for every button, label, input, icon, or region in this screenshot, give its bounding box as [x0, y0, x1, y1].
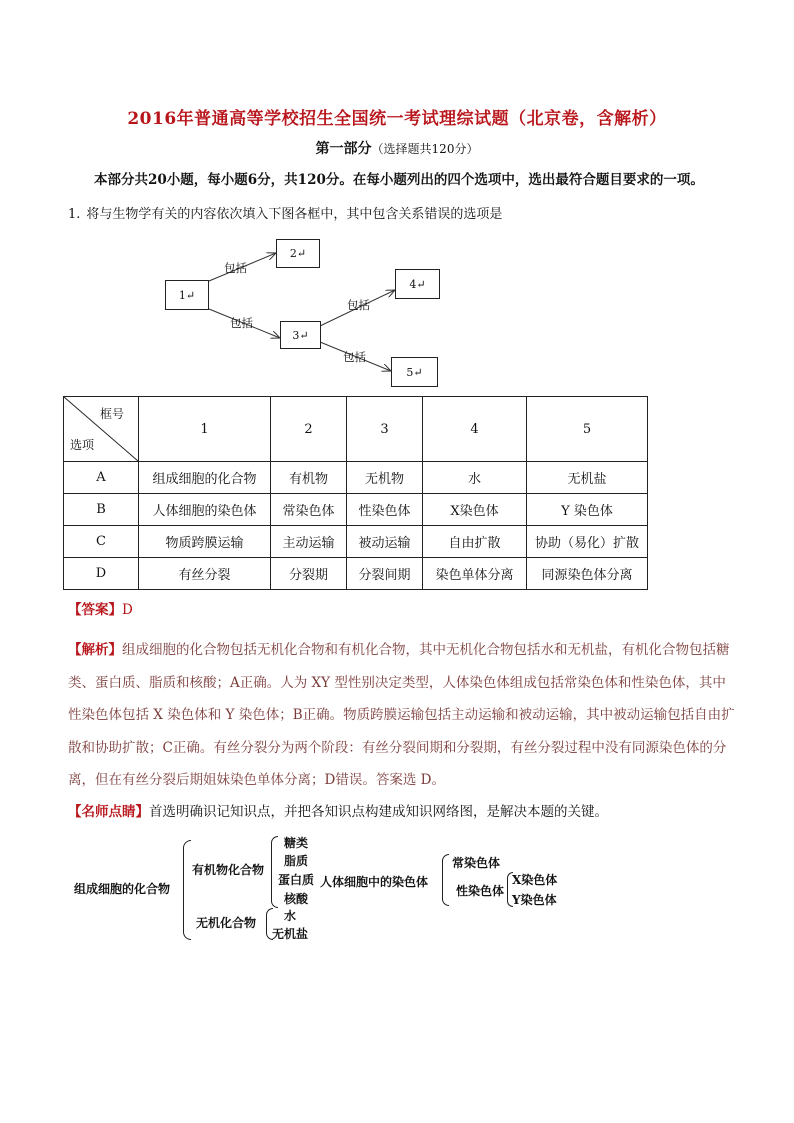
corner-top-label: 框号	[99, 407, 124, 421]
option-label: C	[64, 526, 139, 558]
table-row	[64, 462, 648, 494]
analysis-text: 组成细胞的化合物包括无机化合物和有机化合物，其中无机化合物包括水和无机盐，有机化合物包括糖类、蛋白质、脂质和核酸；A正确。人为 XY 型性别决定类型，人体染色体组成包括常染色体和性染色体，其中性染色体包括 X 染色体和 Y 染色体；B正确。物质跨膜运输包括主动运输和被动运输，其中被动运输包括自由扩散和协助扩散；C正确。有丝分裂分为两个阶段：有丝分裂间期和分裂期，有丝分裂过程中没有同源染色体的分离，但在有丝分裂后期姐妹染色单体分离；D错误。答案选 D。	[68, 642, 735, 788]
table-row	[64, 494, 648, 526]
table-row	[64, 558, 648, 590]
tip-text: 首选明确识记知识点，并把各知识点构建成知识网络图，是解决本题的关键。	[149, 804, 608, 820]
table-cell: 有丝分裂	[139, 558, 271, 590]
mindmap-organic-item: 脂质	[284, 854, 309, 868]
table-cell: X染色体	[423, 494, 527, 526]
mindmap-inorganic: 无机化合物	[196, 916, 257, 930]
mindmap-organic-item: 蛋白质	[278, 873, 315, 887]
edge-label-1-3: 包括	[230, 316, 253, 330]
mindmap-organic: 有机物化合物	[192, 863, 265, 877]
answer-value: D	[122, 602, 133, 618]
brace-compounds	[183, 840, 191, 940]
column-header: 1	[139, 397, 271, 462]
table-cell: 水	[423, 462, 527, 494]
column-header: 5	[527, 397, 648, 462]
table-cell: 协助（易化）扩散	[527, 526, 648, 558]
table-row	[64, 526, 648, 558]
diagram-box-4: 4↵	[395, 269, 440, 299]
table-cell: 分裂期	[271, 558, 347, 590]
mindmap-root-chromosomes: 人体细胞中的染色体	[320, 875, 429, 889]
table-header-row	[64, 397, 648, 462]
answer-label: 【答案】	[68, 602, 122, 618]
question-text: 将与生物学有关的内容依次填入下图各框中，其中包含关系错误的选项是	[86, 207, 503, 222]
option-label: B	[64, 494, 139, 526]
option-label: A	[64, 462, 139, 494]
table-cell: 无机物	[347, 462, 423, 494]
tip-label: 【名师点睛】	[68, 804, 149, 820]
concept-diagram	[0, 0, 794, 400]
table-cell: 被动运输	[347, 526, 423, 558]
table-cell: 同源染色体分离	[527, 558, 648, 590]
column-header: 2	[271, 397, 347, 462]
table-cell: 分裂间期	[347, 558, 423, 590]
table-cell: 性染色体	[347, 494, 423, 526]
analysis-label: 【解析】	[68, 642, 122, 658]
mindmap-sex-chromosome: 性染色体	[456, 884, 505, 898]
part-name: 第一部分	[315, 141, 372, 157]
document-title: 2016年普通高等学校招生全国统一考试理综试题（北京卷，含解析）	[127, 109, 667, 129]
table-cell: 有机物	[271, 462, 347, 494]
edge-label-1-2: 包括	[224, 261, 247, 275]
brace-organic	[271, 836, 278, 908]
table-cell: 人体细胞的染色体	[139, 494, 271, 526]
mindmap-organic-item: 糖类	[284, 836, 309, 850]
edge-label-3-5: 包括	[343, 350, 366, 364]
diagram-box-1: 1↵	[165, 280, 209, 310]
diagram-box-2: 2↵	[276, 239, 320, 268]
table-cell: 主动运输	[271, 526, 347, 558]
table-cell: 无机盐	[527, 462, 648, 494]
table-cell: 常染色体	[271, 494, 347, 526]
mindmap-root-compounds: 组成细胞的化合物	[74, 882, 171, 896]
mindmap-inorganic-item: 无机盐	[272, 927, 309, 941]
column-header: 3	[347, 397, 423, 462]
brace-chromosomes	[442, 854, 449, 906]
column-header: 4	[423, 397, 527, 462]
part-note: （选择题共120分）	[371, 142, 479, 156]
mindmap-organic-item: 核酸	[284, 892, 309, 906]
table-cell: Y 染色体	[527, 494, 648, 526]
option-label: D	[64, 558, 139, 590]
table-cell: 物质跨膜运输	[139, 526, 271, 558]
teacher-tip	[68, 800, 608, 820]
table-cell: 染色单体分离	[423, 558, 527, 590]
question-number: 1.	[68, 207, 81, 222]
mindmap-autosome: 常染色体	[452, 856, 501, 870]
table-corner-cell	[64, 397, 139, 462]
mindmap-sex-item: Y染色体	[512, 893, 557, 907]
mindmap-inorganic-item: 水	[284, 909, 297, 923]
edge-label-3-4: 包括	[347, 298, 370, 312]
table-cell: 组成细胞的化合物	[139, 462, 271, 494]
table-cell: 自由扩散	[423, 526, 527, 558]
answer-line	[68, 598, 133, 618]
mindmap-sex-item: X染色体	[512, 873, 558, 887]
options-table	[63, 396, 648, 590]
diagram-box-3: 3↵	[280, 321, 321, 349]
diagram-box-5: 5↵	[391, 357, 438, 387]
section-instruction: 本部分共20小题，每小题6分，共120分。在每小题列出的四个选项中，选出最符合题目要求的一项。	[94, 172, 704, 188]
corner-bottom-label: 选项	[70, 438, 95, 452]
analysis-paragraph	[68, 634, 736, 797]
